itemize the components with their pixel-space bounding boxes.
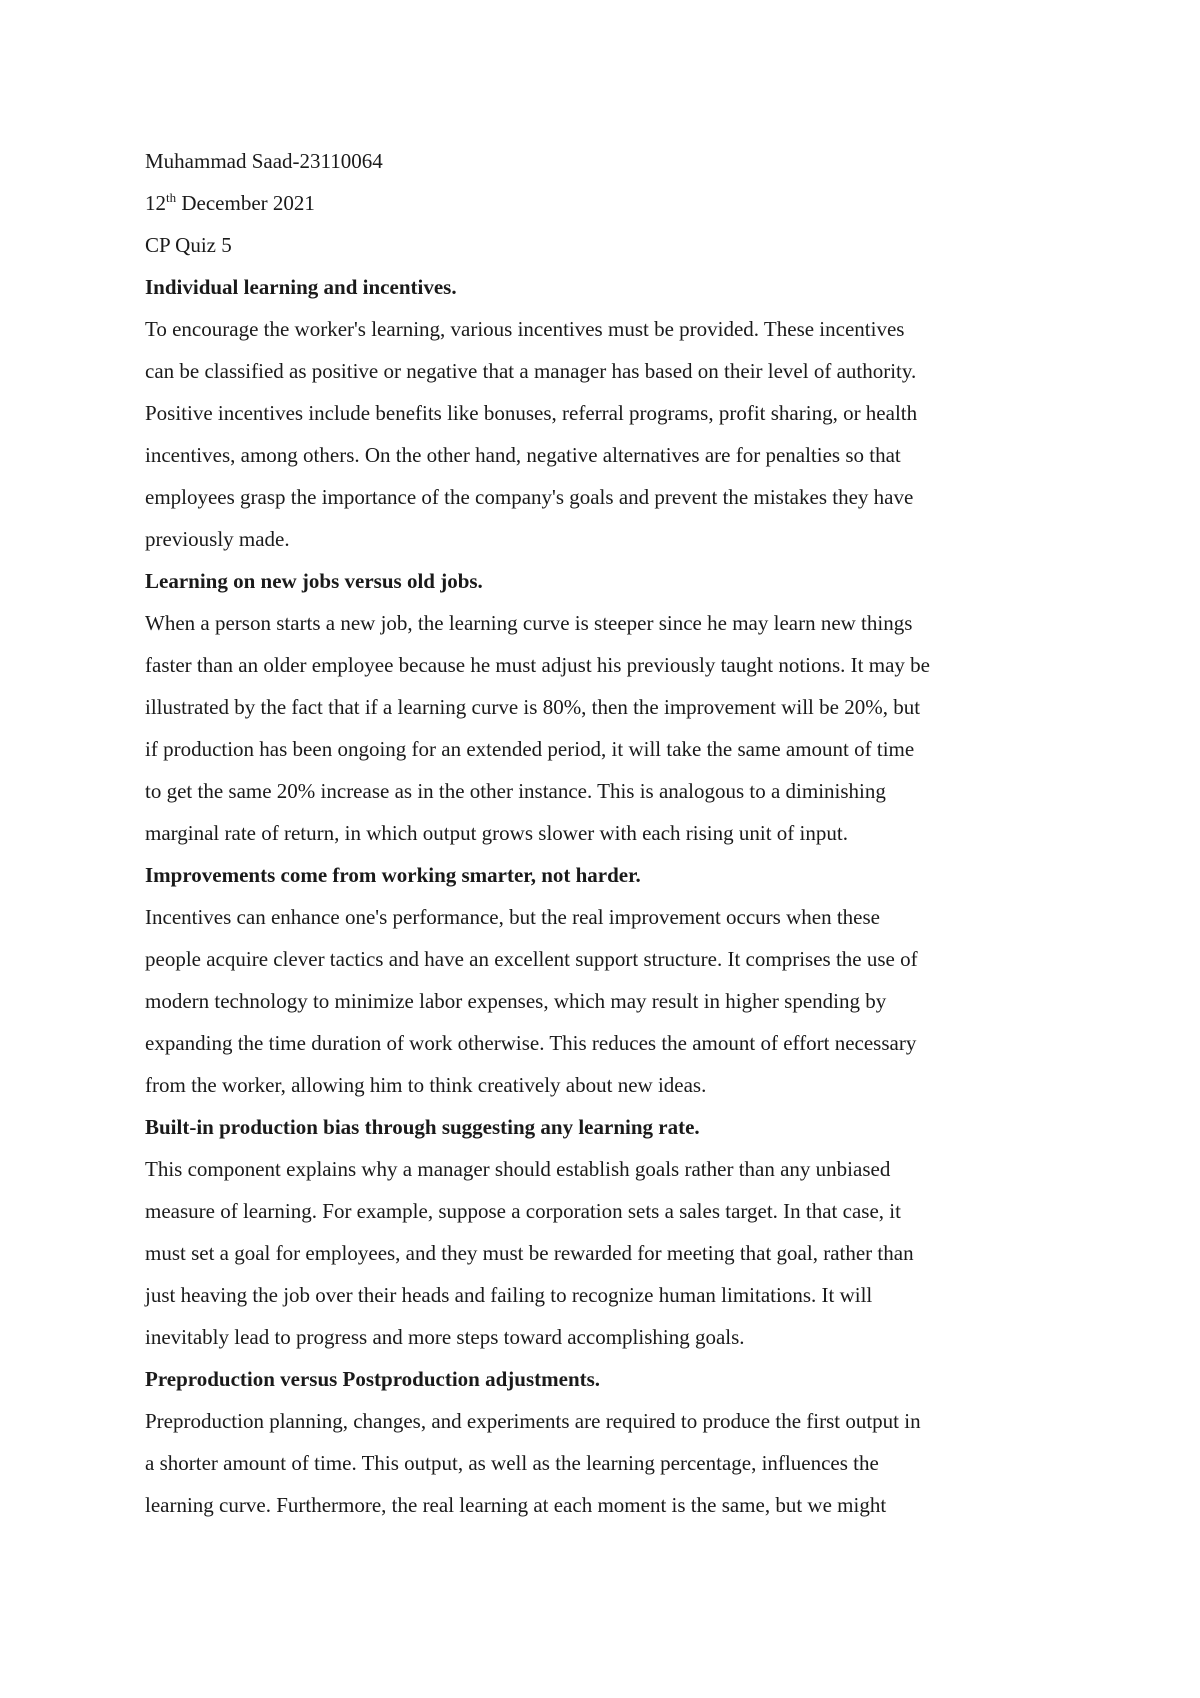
section-paragraph [145,896,1065,1106]
paragraph-line: expanding the time duration of work otherwise. This reduces the amount of effort necessary [145,1031,917,1055]
date-suffix: th [166,190,177,205]
paragraph-line: to get the same 20% increase as in the other instance. This is analogous to a diminishing [145,779,886,803]
date-rest: December 2021 [176,191,315,215]
section-paragraph [145,308,1065,560]
course-line [145,224,1065,266]
paragraph-line: learning curve. Furthermore, the real learning at each moment is the same, but we might [145,1493,887,1517]
paragraph-line: incentives, among others. On the other hand, negative alternatives are for penalties so that [145,443,901,467]
paragraph-line: inevitably lead to progress and more steps toward accomplishing goals. [145,1325,745,1349]
section-heading: Improvements come from working smarter, not harder. [145,863,641,887]
paragraph-line: modern technology to minimize labor expenses, which may result in higher spending by [145,989,887,1013]
paragraph-line: Preproduction planning, changes, and experiments are required to produce the first output in [145,1409,921,1433]
document-body [145,140,1065,1526]
paragraph-line: employees grasp the importance of the company's goals and prevent the mistakes they have [145,485,914,509]
author-text: Muhammad Saad-23110064 [145,149,383,173]
paragraph-line: faster than an older employee because he must adjust his previously taught notions. It may be [145,653,930,677]
paragraph-line: a shorter amount of time. This output, as well as the learning percentage, influences the [145,1451,879,1475]
paragraph-line: illustrated by the fact that if a learning curve is 80%, then the improvement will be 20%, but [145,695,921,719]
paragraph-line: marginal rate of return, in which output grows slower with each rising unit of input. [145,821,848,845]
paragraph-line: from the worker, allowing him to think creatively about new ideas. [145,1073,707,1097]
paragraph-line: previously made. [145,527,290,551]
paragraph-line: people acquire clever tactics and have an excellent support structure. It comprises the use of [145,947,918,971]
course-text: CP Quiz 5 [145,233,232,257]
paragraph-line: can be classified as positive or negative that a manager has based on their level of authority. [145,359,917,383]
paragraph-line: measure of learning. For example, suppose a corporation sets a sales target. In that case, it [145,1199,901,1223]
date-line [145,182,1065,224]
paragraph-line: This component explains why a manager should establish goals rather than any unbiased [145,1157,891,1181]
paragraph-line: Incentives can enhance one's performance, but the real improvement occurs when these [145,905,880,929]
paragraph-line: just heaving the job over their heads and failing to recognize human limitations. It will [145,1283,873,1307]
paragraph-line: must set a goal for employees, and they must be rewarded for meeting that goal, rather than [145,1241,914,1265]
date-day: 12 [145,191,166,215]
date-text [145,182,1065,224]
section-paragraph [145,1400,1065,1526]
author-line [145,140,1065,182]
paragraph-line: When a person starts a new job, the learning curve is steeper since he may learn new things [145,611,913,635]
section-heading: Preproduction versus Postproduction adjustments. [145,1367,601,1391]
section-paragraph [145,1148,1065,1358]
paragraph-line: if production has been ongoing for an extended period, it will take the same amount of time [145,737,915,761]
paragraph-line: To encourage the worker's learning, various incentives must be provided. These incentives [145,317,905,341]
section-paragraph [145,602,1065,854]
paragraph-line: Positive incentives include benefits like bonuses, referral programs, profit sharing, or health [145,401,918,425]
section-heading: Built-in production bias through suggesting any learning rate. [145,1115,700,1139]
section-heading: Learning on new jobs versus old jobs. [145,569,483,593]
section-heading: Individual learning and incentives. [145,275,457,299]
